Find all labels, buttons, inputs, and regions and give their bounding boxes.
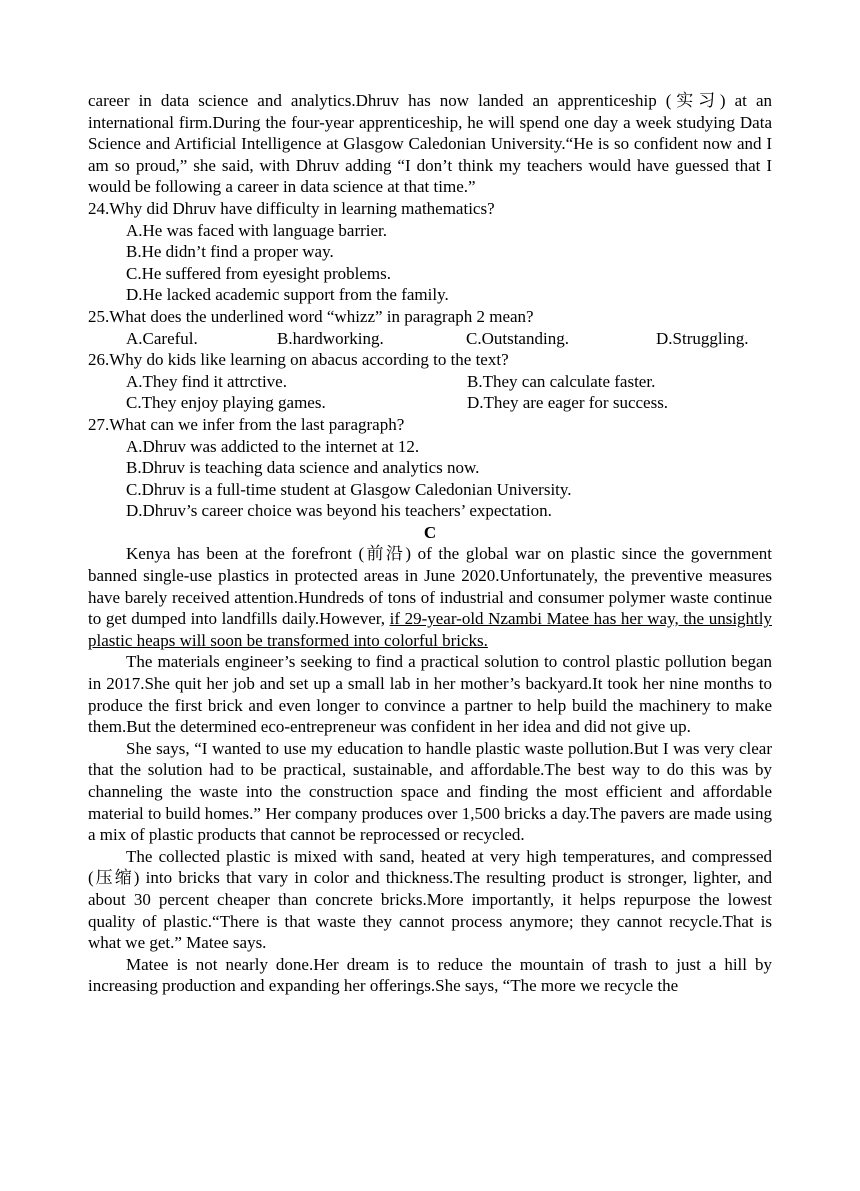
option-c: C.He suffered from eyesight problems. <box>126 263 392 283</box>
section-heading: C <box>423 522 437 542</box>
passage-c-paragraph-1 <box>88 543 772 651</box>
question-26 <box>88 349 772 414</box>
option-a: A.Careful. <box>126 328 198 348</box>
question-stem: 25.What does the underlined word “whizz” in paragraph 2 mean? <box>88 306 534 326</box>
passage-c-paragraph-3: She says, “I wanted to use my education to handle plastic waste pollution.But I was very clear that the solution had to be practical, sustainable, and affordable.The best way to do this was by channeling the waste into the construction space and finding the most efficient and affordable material to build homes.” Her company produces over 1,500 bricks a day.The pavers are made using a mix of plastic products that cannot be reprocessed or recycled. <box>88 738 772 845</box>
option-c: C.Dhruv is a full-time student at Glasgow Caledonian University. <box>126 479 572 499</box>
option-a: A.They find it attrctive. <box>126 371 287 391</box>
option-d: D.They are eager for success. <box>467 393 669 413</box>
option-d: D.He lacked academic support from the family. <box>126 285 449 305</box>
question-stem: 24.Why did Dhruv have difficulty in learning mathematics? <box>88 198 495 218</box>
question-27 <box>88 414 772 522</box>
option-b: B.He didn’t find a proper way. <box>126 242 334 262</box>
options-row <box>88 328 772 350</box>
question-25 <box>88 306 772 349</box>
exam-page <box>88 90 772 997</box>
passage-c-paragraph-2: The materials engineer’s seeking to find a practical solution to control plastic pollution began in 2017.She quit her job and set up a small lab in her mother’s backyard.It took her nine months to produce the first brick and even longer to convince a partner to help build the machinery to make them.But the determined eco-entrepreneur was confident in her idea and did not give up. <box>88 652 772 737</box>
option-c: C.Outstanding. <box>466 328 569 348</box>
question-stem: 27.What can we infer from the last paragraph? <box>88 414 405 434</box>
option-c: C.They enjoy playing games. <box>126 393 326 413</box>
option-a: A.Dhruv was addicted to the internet at 12. <box>126 436 420 456</box>
option-b: B.They can calculate faster. <box>467 371 656 391</box>
question-stem: 26.Why do kids like learning on abacus according to the text? <box>88 350 509 370</box>
option-b: B.Dhruv is teaching data science and analytics now. <box>126 458 480 478</box>
passage-c-paragraph-5: Matee is not nearly done.Her dream is to reduce the mountain of trash to just a hill by increasing production and expanding her offerings.She says, “The more we recycle the <box>88 954 772 996</box>
option-a: A.He was faced with language barrier. <box>126 220 388 240</box>
option-d: D.Struggling. <box>656 328 749 348</box>
paragraph-text: Kenya has been at the forefront (前沿) of the global war on plastic since the government banned single-use plastics in protected areas in June 2020.Unfortunately, the preventive measures have barely received attention.Hundreds of tons of industrial and consumer polymer waste continue to get dumped into landfills daily.However, <box>88 544 772 629</box>
underlined-sentence: if 29-year-old Nzambi Matee has her way, the unsightly plastic heaps will soon be transformed into colorful bricks. <box>88 609 772 650</box>
passage-c-paragraph-4: The collected plastic is mixed with sand, heated at very high temperatures, and compressed (压缩) into bricks that vary in color and thickness.The resulting product is stronger, lighter, and about 30 percent cheaper than concrete bricks.More importantly, it helps repurpose the lowest quality of plastic.“There is that waste they cannot process anymore; they cannot recycle.That is what we get.” Matee says. <box>88 846 772 953</box>
options-row <box>88 371 772 393</box>
passage-b-final-paragraph: career in data science and analytics.Dhruv has now landed an apprenticeship (实习) at an international firm.During the four-year apprenticeship, he will spend one day a week studying Data Science and Artificial Intelligence at Glasgow Caledonian University.“He is so confident now and I am so proud,” she said, with Dhruv adding “I don’t think my teachers would have guessed that I would be following a career in data science at that time.” <box>88 91 772 197</box>
question-24 <box>88 198 772 306</box>
option-d: D.Dhruv’s career choice was beyond his teachers’ expectation. <box>126 501 552 521</box>
option-b: B.hardworking. <box>277 328 384 348</box>
options-row <box>88 392 772 414</box>
